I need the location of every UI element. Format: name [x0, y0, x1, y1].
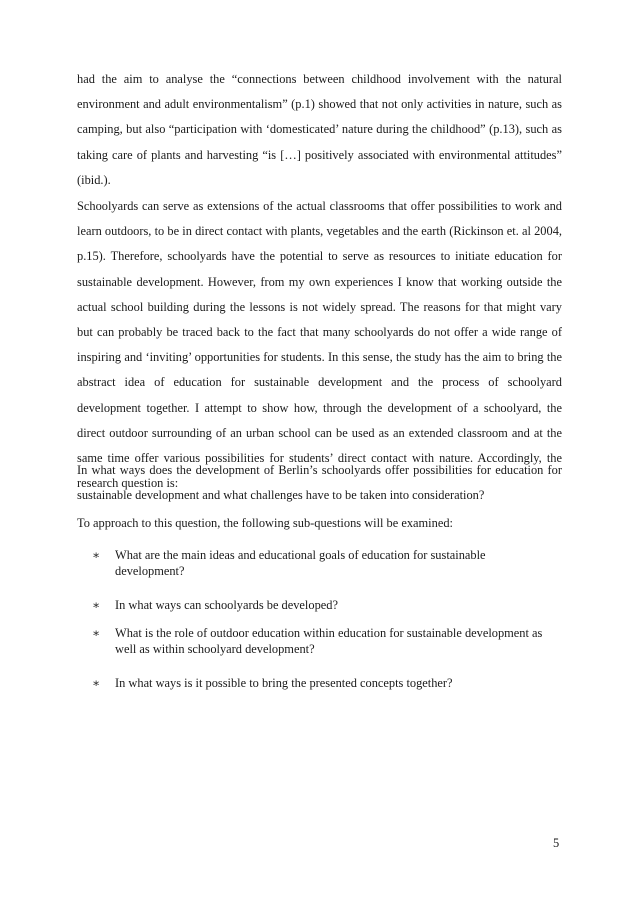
list-item — [92, 675, 552, 691]
list-item-text: What are the main ideas and educational goals of education for sustainable development? — [115, 548, 486, 578]
paragraph-intro-continuation: had the aim to analyse the “connections between childhood involvement with the natural environment and adult environmentalism” (p.1) showed that not only activities in nature, such as camping, but also “participation with ‘domesticated’ nature during the childhood” (p.13), such as taking care of plants and harvesting “is […] positively associated with environmental attitudes” (ibid.). — [77, 72, 562, 187]
asterisk-bullet-icon: ∗ — [92, 626, 101, 640]
asterisk-bullet-icon: ∗ — [92, 676, 101, 690]
list-item — [92, 625, 552, 657]
paragraph-schoolyards: Schoolyards can serve as extensions of the actual classrooms that offer possibilities to work and learn outdoors, to be in direct contact with plants, vegetables and the earth (Rickinson et. al 2004, p.15). Therefore, schoolyards have the potential to serve as resources to initiate education for sustainable development. However, from my own experiences I know that working outside the actual school building during the lessons is not widely spread. The reasons for that might vary but can probably be traced back to the fact that many schoolyards do not offer a wide range of inspiring and ‘inviting’ opportunities for students. In this sense, the study has the aim to bring the abstract idea of education for sustainable development and the process of schoolyard development together. I attempt to show how, through the development of a schoolyard, the direct outdoor surrounding of an urban school can be used as an extended classroom and at the same time offer various possibilities for students’ direct contact with nature. Accordingly, the research question is: — [77, 199, 562, 491]
list-item — [92, 547, 552, 579]
sub-questions-list — [92, 547, 552, 691]
research-question: In what ways does the development of Berlin’s schoolyards offer possibilities for education for sustainable development and what challenges have to be taken into consideration? — [77, 463, 562, 503]
asterisk-bullet-icon: ∗ — [92, 598, 101, 612]
asterisk-bullet-icon: ∗ — [92, 548, 101, 562]
list-item-text: What is the role of outdoor education within education for sustainable development as well as within schoolyard development? — [115, 626, 543, 656]
list-item-text: In what ways is it possible to bring the presented concepts together? — [115, 676, 453, 690]
list-item-text: In what ways can schoolyards be developed? — [115, 598, 338, 612]
page-number: 5 — [553, 836, 560, 850]
sub-questions-intro: To approach to this question, the following sub-questions will be examined: — [77, 516, 453, 530]
list-item — [92, 597, 552, 613]
